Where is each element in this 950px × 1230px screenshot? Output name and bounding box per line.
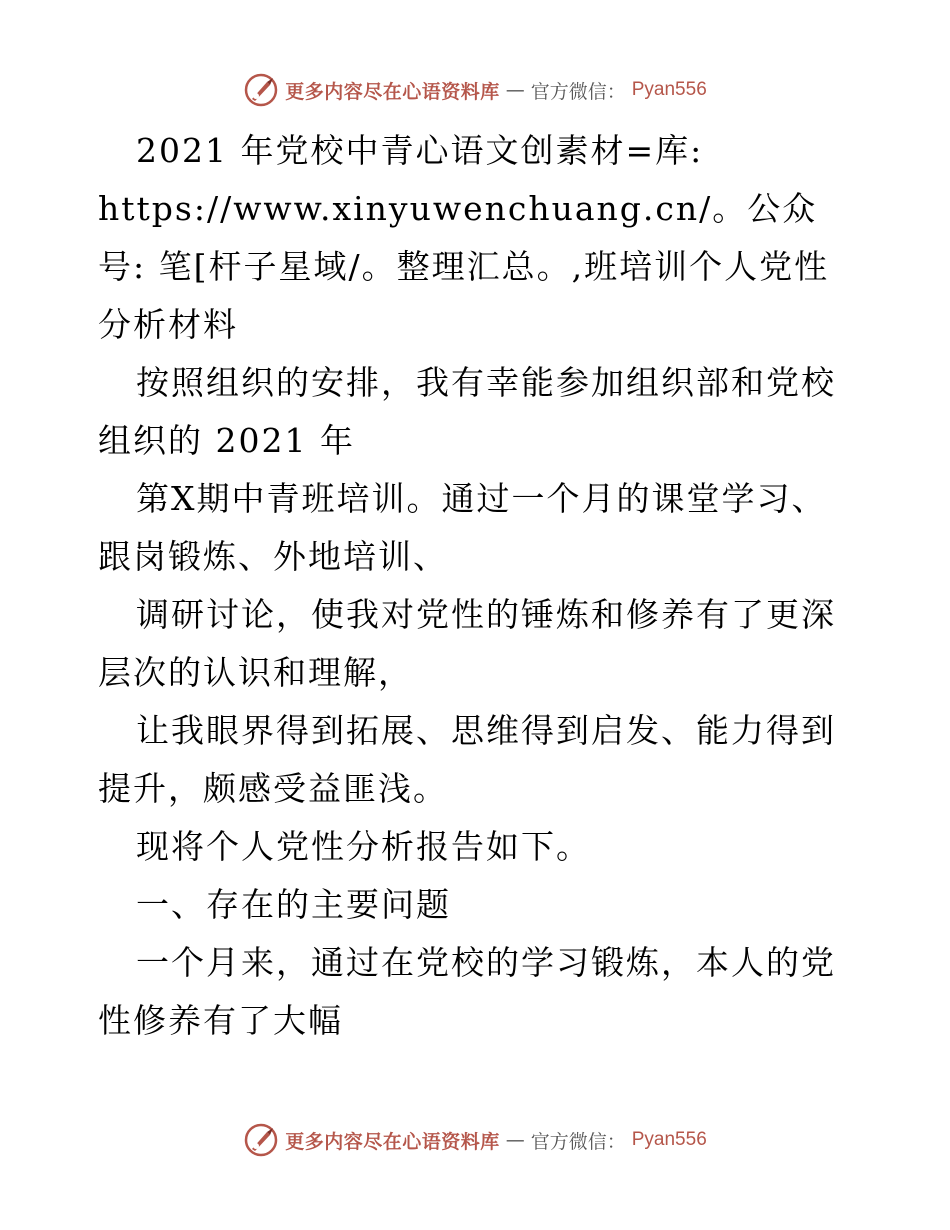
footer-brand-text: 更多内容尽在心语资料库	[285, 1130, 500, 1153]
paragraph-benefit: 让我眼界得到拓展、思维得到启发、能力得到提升，颇感受益匪浅。	[98, 711, 836, 808]
header-wechat-id: Pyan556	[631, 79, 707, 100]
footer-wechat-id: Pyan556	[631, 1129, 707, 1150]
header-brand-text: 更多内容尽在心语资料库	[285, 80, 500, 103]
paragraph-research: 调研讨论，使我对党性的锤炼和修养有了更深层次的认识和理解，	[98, 595, 836, 692]
paragraph-title: 2021 年党校中青心语文创素材=库: https://www.xinyuwenchuang.cn/。公众号: 笔[杆子星域/。整理汇总。,班培训个人党性分析材料	[98, 131, 830, 344]
quill-seal-logo-icon	[243, 72, 279, 108]
footer-banner	[0, 1120, 950, 1160]
header-wechat-label: 官方微信：	[530, 80, 626, 103]
document-body	[98, 122, 858, 1050]
paragraph-report: 现将个人党性分析报告如下。	[136, 827, 591, 866]
header-banner	[0, 70, 950, 110]
paragraph-intro: 按照组织的安排，我有幸能参加组织部和党校组织的 2021 年	[98, 363, 836, 460]
paragraph-training: 第X期中青班培训。通过一个月的课堂学习、跟岗锻炼、外地培训、	[98, 479, 827, 576]
footer-wechat-label: 官方微信：	[530, 1130, 626, 1153]
footer-dash: —	[505, 1129, 525, 1151]
header-dash: —	[505, 79, 525, 101]
quill-seal-logo-icon	[243, 1122, 279, 1158]
paragraph-month: 一个月来，通过在党校的学习锻炼，本人的党性修养有了大幅	[98, 943, 836, 1040]
section-heading-problems: 一、存在的主要问题	[136, 885, 451, 924]
